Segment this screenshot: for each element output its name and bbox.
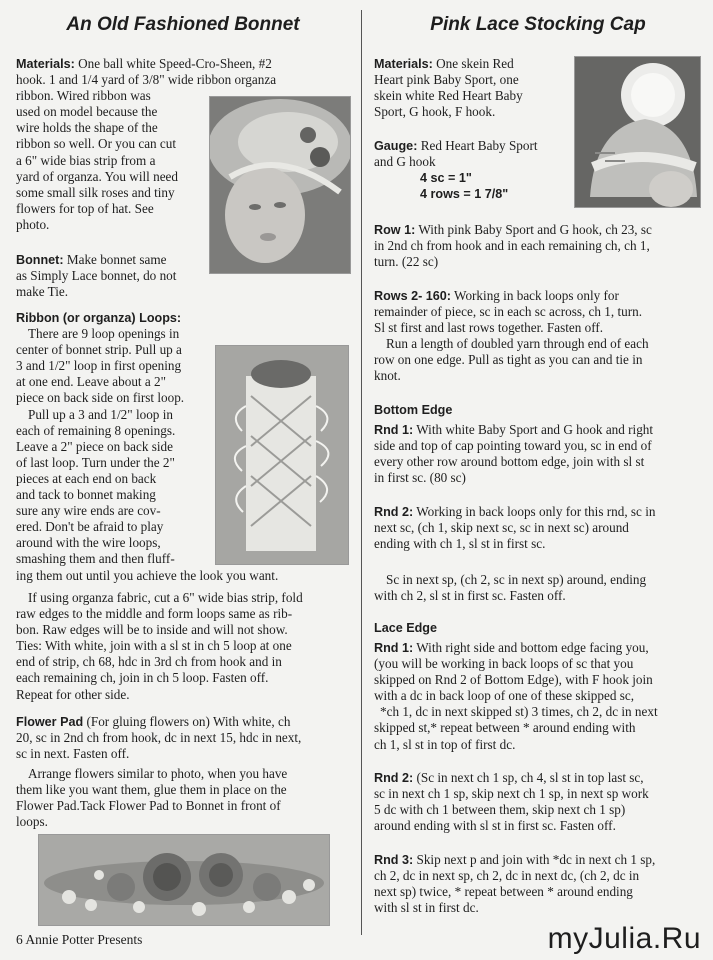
stocking-cap-image (575, 57, 700, 207)
bonnet-baby-photo (209, 96, 351, 274)
lace-rnd2-label: Rnd 2: (374, 771, 414, 785)
left-title: An Old Fashioned Bonnet (66, 14, 300, 35)
row1-paragraph: Row 1: With pink Baby Sport and G hook, ch 23, sc in 2nd ch from hook and in each remaining ch, ch 1, turn. (22 sc) (374, 222, 652, 270)
arrange-paragraph: Arrange flowers similar to photo, when you have them like you want them, glue them in place on the Flower Pad.Tack Flower Pad to Bonnet in front of loops. (16, 766, 288, 830)
lace-rnd3-paragraph: Rnd 3: Skip next p and join with *dc in next ch 1 sp, ch 2, dc in next sp, ch 2, dc in next dc, (ch 2, dc in next sp) twice, * repeat between * around ending with sl st in first dc. (374, 852, 656, 916)
gauge-rows: 4 rows = 1 7/8" (420, 187, 509, 202)
column-divider (361, 10, 362, 935)
lace-edge-heading: Lace Edge (374, 621, 437, 635)
right-title: Pink Lace Stocking Cap (430, 14, 646, 35)
cap-materials-paragraph: Materials: One skein Red Heart pink Baby Sport, one skein white Red Heart Baby Sport, G hook, F hook. (374, 56, 523, 120)
ribbon-loops-photo (215, 345, 349, 565)
bonnet-paragraph: Bonnet: Make bonnet same as Simply Lace bonnet, do not make Tie. (16, 252, 177, 300)
materials-paragraph: Materials: One ball white Speed-Cro-Sheen, #2 hook. 1 and 1/4 yard of 3/8" wide ribbon organza ribbon. Wired ribbon was used on model because the wire holds the shape of the ribbon so well. Or you can cut a 6" wide bias strip from a yard of organza. You will need some small silk roses and tiny flowers for top of hat. See photo. (16, 56, 277, 232)
gauge-label: Gauge: (374, 139, 418, 153)
flower-pad-paragraph: Flower Pad (For gluing flowers on) With white, ch 20, sc in 2nd ch from hook, dc in next 15, hdc in next, sc in next. Fasten off. (16, 714, 302, 762)
lace-rnd1-paragraph: Rnd 1: With right side and bottom edge facing you, (you will be working in back loops of sc that you skipped on Rnd 2 of Bottom Edge), with F hook join with a dc in back loop of one of these skipped sc, *ch 1, dc in next skipped st) 3 times, ch 2, dc in next skipped st,* repeat between * around ending with ch 1, sl st in top of first dc. (374, 640, 658, 752)
flower-pad-image (39, 835, 329, 925)
bottom-edge-heading: Bottom Edge (374, 403, 453, 417)
cap-materials-label: Materials: (374, 57, 433, 71)
gauge-sc: 4 sc = 1" (420, 171, 472, 186)
materials-label: Materials: (16, 57, 75, 71)
ribbon-paragraph: Ribbon (or organza) Loops: There are 9 loop openings in center of bonnet strip. Pull up a 3 and 1/2" loop in first opening at one end. Leave about a 2" piece on back side on first loop. Pull up a 3 and 1/2" loop in each of remaining 8 openings. Leave a 2" piece on back side of last loop. Turn under the 2" pieces at each end on back and tack to bonnet making sure any wire ends are cov- ered. Don't be afraid to play around with the wire loops, smashing them and then fluff- ing them out until you achieve the look you want. (16, 311, 279, 583)
row1-label: Row 1: (374, 223, 416, 237)
sc-paragraph: Sc in next sp, (ch 2, sc in next sp) around, ending with ch 2, sl st in first sc. Fasten off. (374, 572, 647, 604)
flower-pad-photo (38, 834, 330, 926)
lace-rnd1-label: Rnd 1: (374, 641, 414, 655)
ribbon-loops-image (216, 346, 348, 564)
rows2-label: Rows 2- 160: (374, 289, 451, 303)
bottom-rnd2-paragraph: Rnd 2: Working in back loops only for this rnd, sc in next sc, (ch 1, skip next sc, sc in next sc) around ending with ch 1, sl st in first sc. (374, 504, 656, 552)
ribbon-heading: Ribbon (or organza) Loops: (16, 311, 182, 325)
watermark: myJulia.Ru (547, 922, 701, 955)
gauge-paragraph: Gauge: Red Heart Baby Sport and G hook 4 sc = 1" 4 rows = 1 7/8" (374, 138, 538, 202)
bottom-rnd1-label: Rnd 1: (374, 423, 414, 437)
lace-rnd2-paragraph: Rnd 2: (Sc in next ch 1 sp, ch 4, sl st in top last sc, sc in next ch 1 sp, skip next ch 1 sp, in next sp work 5 dc with ch 1 between them, skip next ch 1 sp) around ending with sl st in first sc. Fasten off. (374, 770, 649, 834)
rows2-paragraph: Rows 2- 160: Working in back loops only for remainder of piece, sc in each sc across, ch 1, turn. Sl st first and last rows together. Fasten off. Run a length of doubled yarn through end of each row on one edge. Pull as tight as you can and tie in knot. (374, 288, 649, 384)
organza-paragraph: If using organza fabric, cut a 6" wide bias strip, fold raw edges to the middle and form loops same as rib- bon. Raw edges will be to inside and will not show. Ties: With white, join with a sl st in ch 5 loop at one end of strip, ch 68, hdc in 3rd ch from hook and in each remaining ch, join in ch 5 loop. Fasten off. Repeat for other side. (16, 590, 303, 702)
bottom-rnd1-paragraph: Rnd 1: With white Baby Sport and G hook and right side and top of cap pointing toward you, sc in end of every other row around bottom edge, join with sl st in first sc. (80 sc) (374, 422, 654, 486)
bonnet-baby-image (210, 97, 350, 273)
flower-pad-label: Flower Pad (16, 715, 84, 729)
page-footer: 6 Annie Potter Presents (16, 932, 143, 947)
bonnet-label: Bonnet: (16, 253, 64, 267)
stocking-cap-photo (574, 56, 701, 208)
bottom-rnd2-label: Rnd 2: (374, 505, 414, 519)
lace-rnd3-label: Rnd 3: (374, 853, 414, 867)
